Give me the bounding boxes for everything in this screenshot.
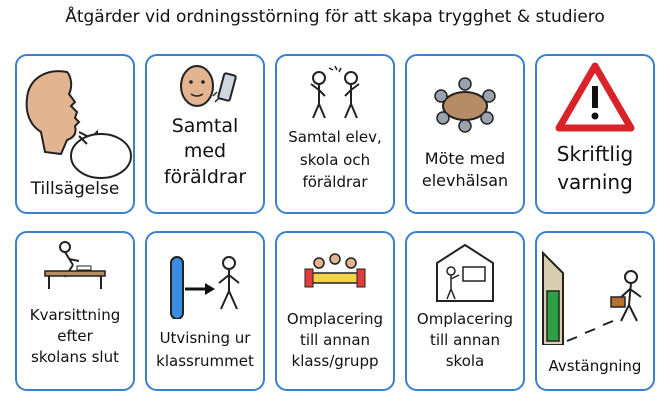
- person-leaving-door-icon: [147, 233, 263, 319]
- card-kvarsittning[interactable]: [15, 231, 135, 391]
- card-label-line: Kvarsittning: [29, 306, 121, 324]
- card-label-line: elevhälsan: [421, 171, 509, 191]
- card-samtal-elev[interactable]: [275, 54, 395, 214]
- card-skriftlig-varning[interactable]: [535, 54, 655, 214]
- card-label-line: Samtal: [171, 115, 239, 137]
- card-label-line: klassrummet: [156, 351, 254, 370]
- card-label-line: skola: [445, 352, 485, 370]
- card-label-line: föräldrar: [302, 173, 368, 191]
- card-label-line: föräldrar: [163, 165, 247, 188]
- card-label-line: Omplacering: [416, 310, 514, 328]
- meeting-table-icon: [407, 56, 523, 142]
- card-utvisning[interactable]: [145, 231, 265, 391]
- card-label-line: till annan: [299, 331, 371, 349]
- person-walking-away-icon: [537, 233, 653, 345]
- card-label-line: Omplacering: [286, 310, 384, 328]
- card-label-line: efter: [57, 327, 93, 345]
- speaking-head-icon: [17, 56, 133, 186]
- card-omplacering-skola[interactable]: [405, 231, 525, 391]
- group-at-table-icon: [277, 233, 393, 303]
- card-avstangning[interactable]: [535, 231, 655, 391]
- card-label-line: Samtal elev,: [288, 128, 382, 146]
- card-label-line: Skriftlig: [556, 142, 634, 166]
- warning-triangle-icon: [537, 56, 653, 142]
- card-label-line: till annan: [429, 331, 501, 349]
- card-omplacering-klass[interactable]: [275, 231, 395, 391]
- card-mote-elevhalsan[interactable]: [405, 54, 525, 214]
- card-tillsagelse[interactable]: [15, 54, 135, 214]
- person-in-school-icon: [407, 233, 523, 307]
- student-at-desk-icon: [17, 233, 133, 297]
- card-label-line: med: [183, 140, 227, 163]
- page-title: Åtgärder vid ordningsstörning för att skapa trygghet & studiero: [65, 7, 605, 27]
- card-label-line: varning: [557, 170, 633, 194]
- card-label-line: Tillsägelse: [30, 179, 120, 199]
- card-label-line: Möte med: [424, 149, 506, 168]
- card-label-line: Avstängning: [548, 357, 642, 375]
- card-label-line: klass/grupp: [291, 352, 379, 370]
- card-samtal-foraldrar[interactable]: [145, 54, 265, 214]
- card-label-line: Utvisning ur: [159, 329, 251, 347]
- card-label-line: skola och: [299, 150, 371, 169]
- card-label-line: skolans slut: [31, 348, 119, 366]
